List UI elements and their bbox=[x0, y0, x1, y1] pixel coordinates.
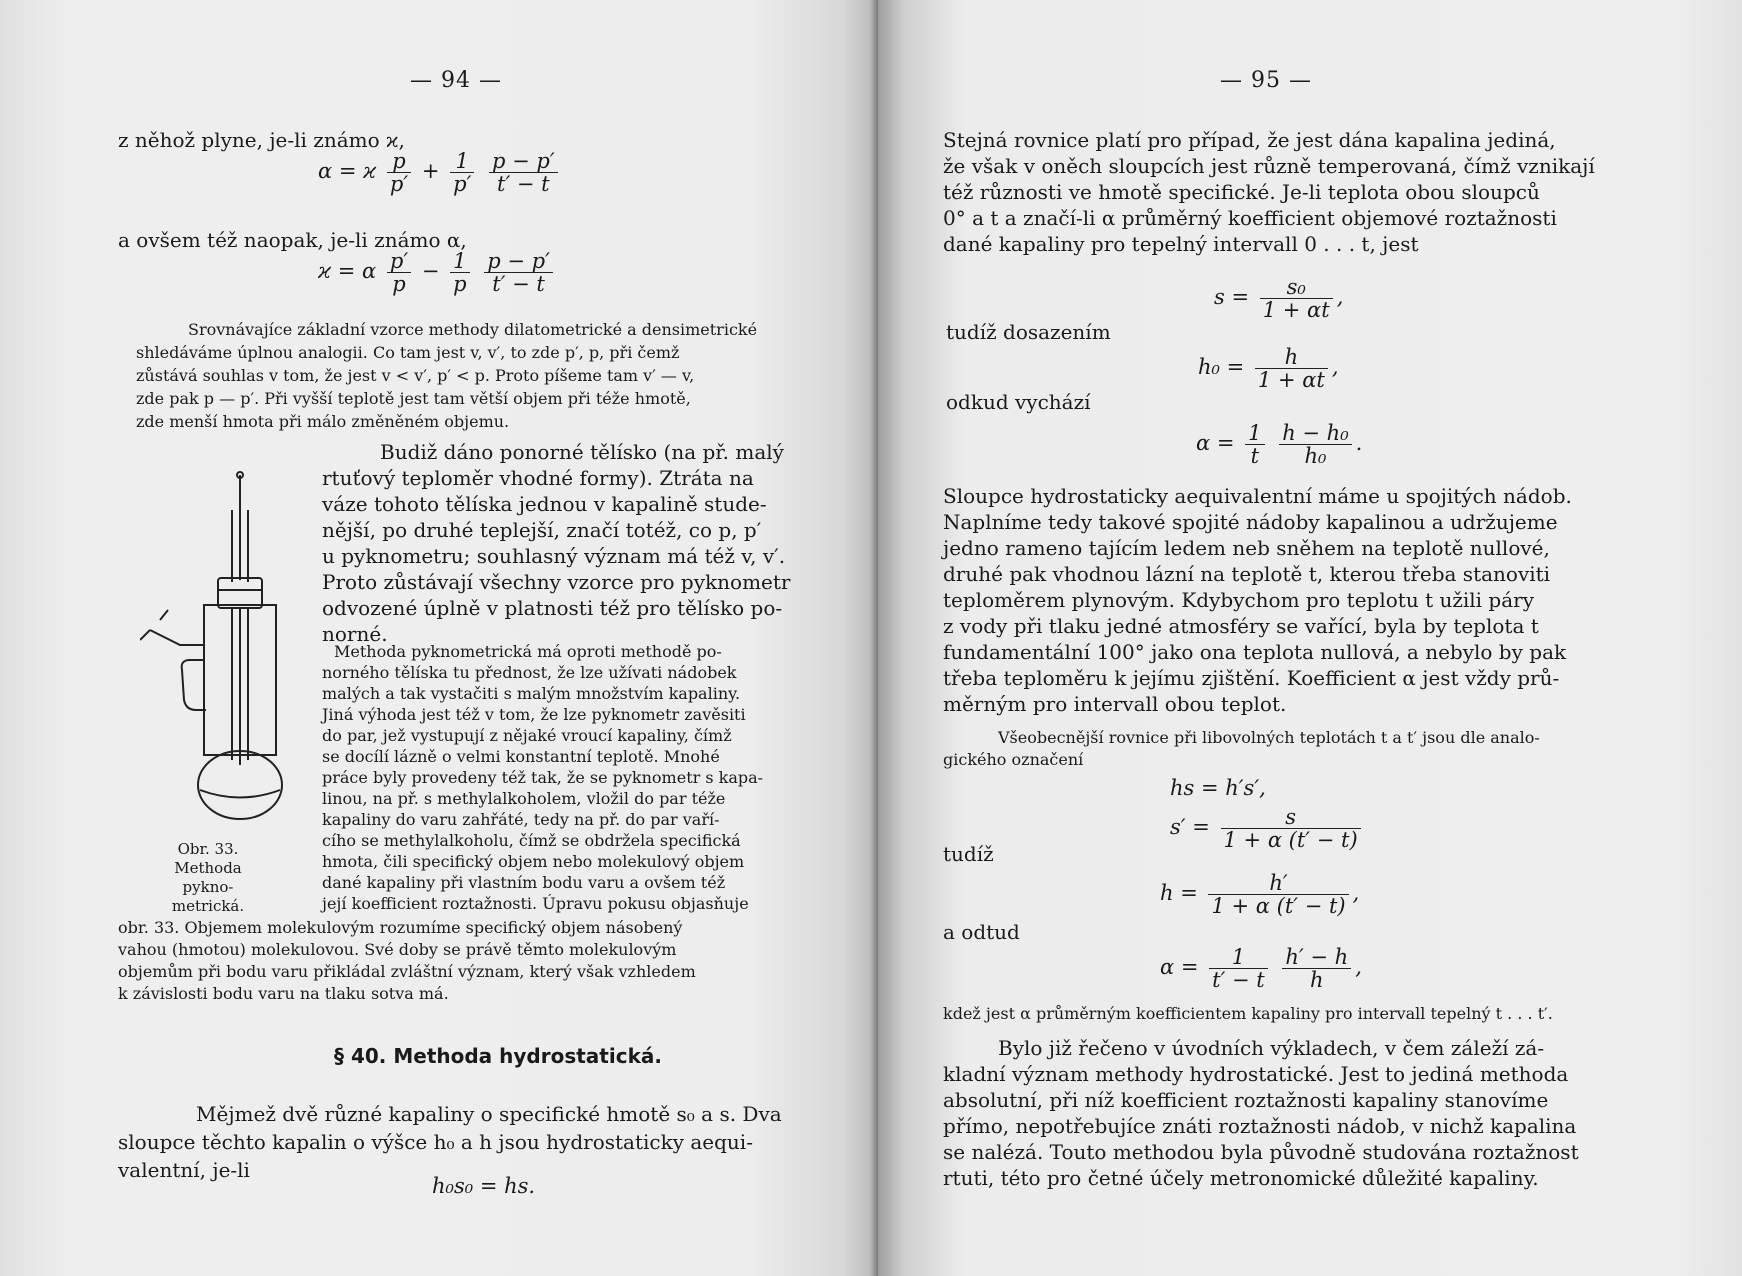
small-line: práce byly provedeny též tak, že se pyknometr s kapa- bbox=[322, 768, 764, 787]
small-line: malých a tak vystačiti s malým množstvím kapaliny. bbox=[322, 684, 741, 703]
equation-h: h = $\frac{h'}{1 + \alpha (t' - t)}$ , bbox=[1160, 871, 1360, 918]
para-line: nější, po druhé teplejší, značí totéž, co p, p′ bbox=[322, 518, 762, 542]
equation-h0s0: h₀s₀ = hs. bbox=[432, 1174, 536, 1198]
small-line: gického označení bbox=[943, 750, 1084, 769]
small-line: vahou (hmotou) molekulovou. Své doby se právě těmto molekulovým bbox=[118, 940, 677, 959]
para-line: Proto zůstávají všechny vzorce pro pyknometr bbox=[322, 570, 791, 594]
para-line: u pyknometru; souhlasný význam má též v, v′. bbox=[322, 544, 786, 568]
caption-line: Obr. 33. bbox=[177, 840, 239, 858]
text-line: přímo, nepotřebujíce znáti roztažnosti nádob, v nichž kapalina bbox=[943, 1114, 1577, 1138]
text-line: a odtud bbox=[943, 920, 1020, 944]
text-line: fundamentální 100° jako ona teplota nullová, a nebylo by pak bbox=[943, 640, 1567, 664]
text-line: z vody při tlaku jedné atmosféry se vařící, byla by teplota t bbox=[943, 614, 1539, 638]
note-line: shledáváme úplnou analogii. Co tam jest v, v′, to zde p′, p, při čemž bbox=[136, 343, 680, 362]
text-line: se nalézá. Touto methodou byla původně studována roztažnost bbox=[943, 1140, 1579, 1164]
small-line: její koefficient roztažnosti. Úpravu pokusu objasňuje bbox=[322, 894, 749, 913]
small-line: objemům při bodu varu přikládal zvláštní význam, který však vzhledem bbox=[118, 962, 696, 981]
note-line: zde pak p — p′. Při vyšší teplotě jest tam větší objem při téže hmotě, bbox=[136, 389, 691, 408]
text-line: rtuti, této pro četné účely metronomické důležité kapaliny. bbox=[943, 1166, 1539, 1190]
small-line: linou, na př. s methylalkoholem, vložil do par téže bbox=[322, 789, 726, 808]
para-line: váze tohoto tělíska jednou v kapalině stude- bbox=[322, 492, 767, 516]
page-number-right: — 95 — bbox=[1220, 68, 1312, 93]
small-line: kdež jest α průměrným koefficientem kapaliny pro intervall tepelný t . . . t′. bbox=[943, 1004, 1553, 1023]
text-line: jedno rameno tajícím ledem neb sněhem na teplotě nullové, bbox=[943, 536, 1550, 560]
equation-s: s = $\frac{\text{s₀}}{1 + \alpha t}$ , bbox=[1214, 275, 1344, 322]
text-line: z něhož plyne, je-li známo ϰ, bbox=[118, 128, 405, 152]
small-line: dané kapaliny při vlastním bodu varu a ovšem též bbox=[322, 873, 726, 892]
text-line: 0° a t a značí-li α průměrný koefficient objemové roztažnosti bbox=[943, 206, 1557, 230]
small-line: kapaliny do varu zahřáté, tedy na př. do par vaří- bbox=[322, 810, 720, 829]
text-line: Bylo již řečeno v úvodních výkladech, v čem záleží zá- bbox=[998, 1036, 1545, 1060]
text-line: měrným pro intervall obou teplot. bbox=[943, 692, 1287, 716]
small-line: Všeobecnější rovnice při libovolných teplotách t a t′ jsou dle analo- bbox=[998, 728, 1540, 747]
text-line: Naplníme tedy takové spojité nádoby kapalinou a udržujeme bbox=[943, 510, 1558, 534]
note-line: zde menší hmota při málo změněném objemu. bbox=[136, 412, 510, 431]
pyknometer-illustration-icon bbox=[140, 470, 310, 820]
small-line: se docílí lázně o velmi konstantní teplotě. Mnohé bbox=[322, 747, 720, 766]
text-line: dané kapaliny pro tepelný intervall 0 . . . t, jest bbox=[943, 232, 1419, 256]
equation-hs: hs = h′s′, bbox=[1170, 776, 1266, 800]
equation-s-prime: s′ = $\frac{s}{1 + \alpha (t' - t)}$ bbox=[1170, 806, 1365, 851]
text-line: a ovšem též naopak, je-li známo α, bbox=[118, 228, 467, 252]
text-line: odkud vychází bbox=[946, 390, 1091, 414]
text-line: Stejná rovnice platí pro případ, že jest dána kapalina jediná, bbox=[943, 128, 1556, 152]
text-line: tudíž bbox=[943, 842, 994, 866]
para-line: norné. bbox=[322, 622, 388, 646]
note-line: Srovnávajíce základní vzorce methody dilatometrické a densimetrické bbox=[188, 320, 758, 339]
text-line: že však v oněch sloupcích jest různě temperovaná, čímž vznikají bbox=[943, 154, 1595, 178]
text-line: teploměrem plynovým. Kdybychom pro teplotu t užili páry bbox=[943, 588, 1535, 612]
text-line: třeba teploměru k jejímu zjištění. Koefficient α jest vždy prů- bbox=[943, 666, 1560, 690]
text-line: sloupce těchto kapalin o výšce h₀ a h jsou hydrostaticky aequi- bbox=[118, 1130, 753, 1154]
small-line: Jiná výhoda jest též v tom, že lze pyknometr zavěsiti bbox=[322, 705, 746, 724]
text-line: kladní význam methody hydrostatické. Jest to jediná methoda bbox=[943, 1062, 1569, 1086]
small-line: cího se methylalkoholu, čímž se obdržela specifická bbox=[322, 831, 741, 850]
small-line: obr. 33. Objemem molekulovým rozumíme specifický objem násobený bbox=[118, 918, 683, 937]
equation-alpha-1: α = $\frac{1}{t}$ $\frac{\text{h − h₀}}{\text{h₀}}$ . bbox=[1196, 421, 1363, 468]
text-line: též různosti ve hmotě specifické. Je-li teplota obou sloupců bbox=[943, 180, 1540, 204]
equation-alpha-2: α = $\frac{1}{t' - t}$ $\frac{h' - h}{h}$ , bbox=[1160, 945, 1362, 992]
figure-caption bbox=[148, 840, 268, 916]
text-line: Mějmež dvě různé kapaliny o specifické hmotě s₀ a s. Dva bbox=[196, 1102, 782, 1126]
equation-alpha: α = ϰ $\frac{p}{p'}$ + $\frac{1}{p'}$ $\frac{p - p'}{t' - t}$ bbox=[318, 150, 562, 195]
equation-kappa: ϰ = α $\frac{p'}{p}$ − $\frac{1}{p}$ $\frac{p - p'}{t' - t}$ bbox=[318, 250, 557, 295]
small-line: norného tělíska tu přednost, že lze užívati nádobek bbox=[322, 663, 737, 682]
small-line: k závislosti bodu varu na tlaku sotva má. bbox=[118, 984, 449, 1003]
text-line: Sloupce hydrostaticky aequivalentní máme u spojitých nádob. bbox=[943, 484, 1572, 508]
small-line: hmota, čili specifický objem nebo molekulový objem bbox=[322, 852, 745, 871]
text-line: druhé pak vhodnou lázní na teplotě t, kterou třeba stanoviti bbox=[943, 562, 1551, 586]
caption-line: Methoda pykno- bbox=[174, 859, 242, 896]
text-line: valentní, je-li bbox=[118, 1158, 250, 1182]
caption-line: metrická. bbox=[171, 897, 245, 915]
page-number-left: — 94 — bbox=[410, 68, 502, 93]
pyknometer-figure bbox=[140, 470, 310, 820]
small-line: Methoda pyknometrická má oproti methodě po- bbox=[334, 642, 722, 661]
para-line: rtuťový teploměr vhodné formy). Ztráta na bbox=[322, 466, 754, 490]
para-line: odvozené úplně v platnosti též pro tělísko po- bbox=[322, 596, 783, 620]
text-line: absolutní, při níž koefficient roztažnosti kapaliny stanovíme bbox=[943, 1088, 1549, 1112]
section-heading: § 40. Methoda hydrostatická. bbox=[334, 1044, 662, 1068]
para-line: Budiž dáno ponorné tělísko (na př. malý bbox=[380, 440, 784, 464]
right-page bbox=[878, 0, 1742, 1276]
small-line: do par, jež vystupují z nějaké vroucí kapaliny, čímž bbox=[322, 726, 732, 745]
note-line: zůstává souhlas v tom, že jest v < v′, p′ < p. Proto píšeme tam v′ — v, bbox=[136, 366, 695, 385]
equation-h0: h₀ = $\frac{h}{1 + \alpha t}$ , bbox=[1198, 345, 1339, 392]
text-line: tudíž dosazením bbox=[946, 320, 1111, 344]
